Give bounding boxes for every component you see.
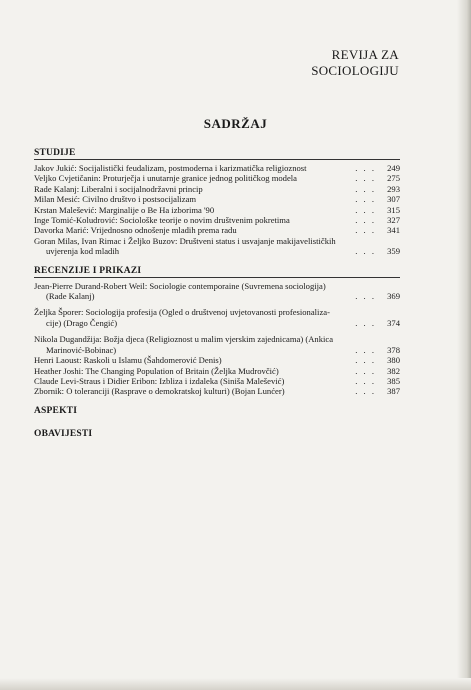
- leader-dots: . . .: [355, 344, 376, 355]
- page-edge-shadow: [457, 0, 471, 690]
- leader-dots: . . .: [355, 386, 376, 397]
- toc-entry: [34, 376, 400, 386]
- toc-entry-text: [34, 281, 350, 302]
- toc-entry-text: Jakov Jukić: Socijalistički feudalizam, postmoderna i karizmatička religioznost: [34, 163, 307, 173]
- toc-entry: [34, 366, 400, 376]
- leader-dots: . . .: [355, 215, 376, 226]
- journal-title-line1: REVIJA ZA: [331, 47, 399, 62]
- toc-entry-text: Rade Kalanj: Liberalni i socijalnodržavni princip: [34, 183, 203, 194]
- toc-entry-text: Zbornik: O toleranciji (Rasprave o demokratskoj kulturi) (Bojan Lunćer): [34, 386, 285, 397]
- toc-entry: [34, 173, 400, 183]
- toc-entry: [34, 194, 400, 204]
- toc-entry-text-line: Goran Milas, Ivan Rimac i Željko Buzov: Društveni status i usvajanje makijavelističkih: [34, 235, 336, 246]
- leader-dots: . . .: [355, 375, 376, 386]
- toc-entry: [34, 163, 400, 173]
- toc-entry-text-line: Jean-Pierre Durand-Robert Weil: Sociologie contemporaine (Suvremena sociologija): [34, 280, 326, 291]
- journal-title-line2: SOCIOLOGIJU: [311, 63, 399, 78]
- toc-entry-text: Heather Joshi: The Changing Population of Britain (Željka Mudrovčić): [34, 365, 279, 376]
- toc-entry: [34, 205, 400, 215]
- toc-entry-text-line: Željka Šporer: Sociologija profesija (Ogled o društvenoj uvjetovanosti profesionaliza-: [34, 307, 330, 318]
- toc-entry-text: Krstan Malešević: Marginalije o Be Ha izborima '90: [34, 204, 215, 215]
- toc-entry-text: [34, 236, 350, 257]
- toc-entry-page: 380: [387, 355, 400, 366]
- toc-entry: [34, 184, 400, 194]
- leader-dots: . . .: [355, 291, 376, 302]
- page-title: SADRŽAJ: [203, 116, 268, 131]
- toc-entry-page: 341: [387, 225, 400, 236]
- toc-entry: [34, 281, 400, 302]
- leader-dots: . . .: [355, 246, 376, 257]
- toc-entry-text-continuation: uvjerenja kod mladih: [46, 246, 120, 257]
- section-heading-studije: STUDIJE: [34, 148, 400, 160]
- toc-entry-text: Veljko Cvjetičanin: Proturječja i unutarnje granice jednog političkog modela: [34, 173, 297, 184]
- section-heading-recenzije: RECENZIJE I PRIKAZI: [34, 266, 400, 278]
- toc-entry: [34, 334, 400, 355]
- leader-dots: . . .: [355, 163, 376, 173]
- leader-dots: . . .: [355, 173, 376, 184]
- toc-entry-page: 378: [387, 344, 400, 355]
- toc-entry-page: 293: [387, 183, 400, 194]
- toc-entry-page: 315: [387, 204, 400, 215]
- toc-entry-text: [34, 307, 350, 328]
- toc-entry-page: 382: [387, 365, 400, 376]
- toc-entry-text-continuation: Marinović-Bobinac): [46, 344, 117, 355]
- page-bottom-shadow: [0, 678, 471, 690]
- toc-entry-page: 374: [387, 317, 400, 328]
- toc-entry-page: 249: [387, 163, 400, 173]
- journal-title: [311, 47, 399, 79]
- toc-entry-page: 359: [387, 246, 400, 257]
- leader-dots: . . .: [355, 365, 376, 376]
- table-of-contents: [34, 148, 400, 443]
- toc-entry-page: 369: [387, 291, 400, 302]
- toc-entry-text: Inge Tomić-Koludrović: Sociološke teorije o novim društvenim pokretima: [34, 215, 290, 226]
- toc-entry-text-continuation: (Rade Kalanj): [46, 291, 95, 302]
- toc-entry: [34, 307, 400, 328]
- toc-entry-text-line: Nikola Dugandžija: Božja djeca (Religioznost u malim vjerskim zajednicama) (Ankica: [34, 334, 334, 345]
- toc-entry: [34, 386, 400, 396]
- toc-entry-text: Henri Laoust: Raskoli u Islamu (Šahdomerović Denis): [34, 355, 222, 366]
- toc-entry: [34, 215, 400, 225]
- toc-entry-text-continuation: cije) (Drago Čengić): [46, 317, 118, 328]
- toc-entry: [34, 355, 400, 365]
- toc-entry-page: 387: [387, 386, 400, 397]
- leader-dots: . . .: [355, 225, 376, 236]
- leader-dots: . . .: [355, 204, 376, 215]
- toc-entry-text: Milan Mesić: Civilno društvo i postsocijalizam: [34, 194, 197, 205]
- leader-dots: . . .: [355, 194, 376, 205]
- section-heading-obavijesti: OBAVIJESTI: [34, 428, 93, 439]
- toc-entry-page: 307: [387, 194, 400, 205]
- leader-dots: . . .: [355, 355, 376, 366]
- toc-entry-text: [34, 334, 350, 355]
- toc-entry: [34, 236, 400, 257]
- toc-entry-page: 385: [387, 375, 400, 386]
- section-heading-aspekti: ASPEKTI: [34, 405, 78, 416]
- toc-entry-page: 275: [387, 173, 400, 184]
- leader-dots: . . .: [355, 317, 376, 328]
- leader-dots: . . .: [355, 183, 376, 194]
- toc-entry-text: Claude Levi-Straus i Didier Eribon: Izbliza i izdaleka (Siniša Malešević): [34, 375, 285, 386]
- toc-entry-page: 327: [387, 215, 400, 226]
- toc-entry: [34, 225, 400, 235]
- toc-entry-text: Davorka Marić: Vrijednosno odnošenje mladih prema radu: [34, 225, 237, 236]
